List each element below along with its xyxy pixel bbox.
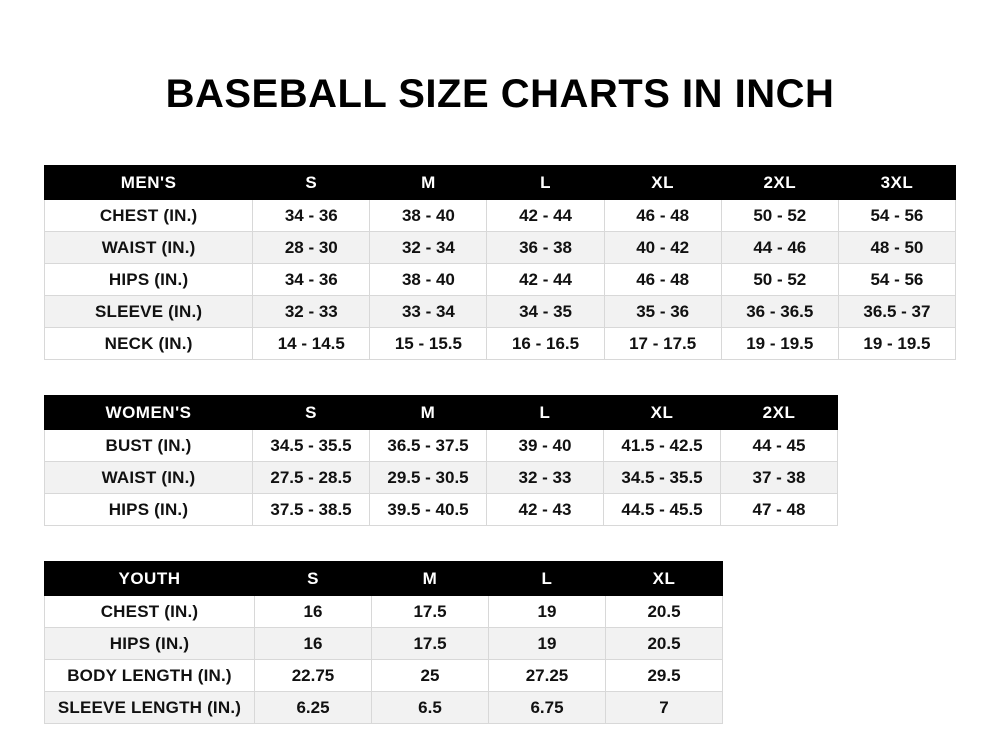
tables-container [0,165,1000,724]
cell: 17.5 [372,596,489,628]
cell: 42 - 44 [487,264,604,296]
womens-header-m: M [370,396,487,430]
mens-table-header [45,166,956,200]
womens-header-2xl: 2XL [721,396,838,430]
row-label: BODY LENGTH (IN.) [45,660,255,692]
cell: 19 - 19.5 [721,328,838,360]
cell: 20.5 [606,596,723,628]
row-label: HIPS (IN.) [45,628,255,660]
cell: 6.75 [489,692,606,724]
table-row [45,660,723,692]
womens-table-header [45,396,838,430]
cell: 42 - 44 [487,200,604,232]
cell: 34.5 - 35.5 [604,462,721,494]
cell: 34.5 - 35.5 [253,430,370,462]
cell: 50 - 52 [721,200,838,232]
row-label: NECK (IN.) [45,328,253,360]
mens-header-2xl: 2XL [721,166,838,200]
cell: 36.5 - 37.5 [370,430,487,462]
cell: 22.75 [255,660,372,692]
cell: 19 [489,628,606,660]
row-label: HIPS (IN.) [45,264,253,296]
cell: 41.5 - 42.5 [604,430,721,462]
cell: 34 - 36 [253,200,370,232]
cell: 19 [489,596,606,628]
youth-header-category: YOUTH [45,562,255,596]
cell: 32 - 33 [487,462,604,494]
table-row [45,628,723,660]
womens-header-l: L [487,396,604,430]
table-row [45,494,838,526]
cell: 36 - 36.5 [721,296,838,328]
table-header-row [45,166,956,200]
cell: 39.5 - 40.5 [370,494,487,526]
table-row [45,232,956,264]
table-row [45,462,838,494]
cell: 39 - 40 [487,430,604,462]
cell: 6.25 [255,692,372,724]
cell: 17.5 [372,628,489,660]
mens-size-table [44,165,956,360]
cell: 14 - 14.5 [253,328,370,360]
cell: 16 - 16.5 [487,328,604,360]
cell: 40 - 42 [604,232,721,264]
mens-header-s: S [253,166,370,200]
cell: 48 - 50 [838,232,955,264]
mens-header-m: M [370,166,487,200]
cell: 32 - 34 [370,232,487,264]
mens-header-category: MEN'S [45,166,253,200]
cell: 16 [255,596,372,628]
cell: 19 - 19.5 [838,328,955,360]
cell: 34 - 36 [253,264,370,296]
row-label: WAIST (IN.) [45,232,253,264]
cell: 16 [255,628,372,660]
cell: 25 [372,660,489,692]
cell: 37.5 - 38.5 [253,494,370,526]
mens-table-body [45,200,956,360]
cell: 29.5 - 30.5 [370,462,487,494]
mens-header-l: L [487,166,604,200]
youth-header-m: M [372,562,489,596]
row-label: CHEST (IN.) [45,200,253,232]
table-row [45,692,723,724]
youth-header-l: L [489,562,606,596]
youth-table-header [45,562,723,596]
cell: 46 - 48 [604,264,721,296]
youth-size-table [44,561,723,724]
cell: 28 - 30 [253,232,370,264]
cell: 20.5 [606,628,723,660]
mens-header-xl: XL [604,166,721,200]
cell: 38 - 40 [370,200,487,232]
womens-size-table [44,395,838,526]
cell: 46 - 48 [604,200,721,232]
youth-header-s: S [255,562,372,596]
page-title: BASEBALL SIZE CHARTS IN INCH [165,72,835,116]
youth-table-body [45,596,723,724]
cell: 44 - 45 [721,430,838,462]
womens-header-xl: XL [604,396,721,430]
table-row [45,596,723,628]
cell: 32 - 33 [253,296,370,328]
cell: 44.5 - 45.5 [604,494,721,526]
cell: 36.5 - 37 [838,296,955,328]
row-label: HIPS (IN.) [45,494,253,526]
table-row [45,200,956,232]
cell: 33 - 34 [370,296,487,328]
cell: 54 - 56 [838,200,955,232]
cell: 15 - 15.5 [370,328,487,360]
cell: 27.25 [489,660,606,692]
cell: 44 - 46 [721,232,838,264]
cell: 36 - 38 [487,232,604,264]
row-label: SLEEVE LENGTH (IN.) [45,692,255,724]
cell: 37 - 38 [721,462,838,494]
cell: 6.5 [372,692,489,724]
cell: 17 - 17.5 [604,328,721,360]
cell: 7 [606,692,723,724]
row-label: CHEST (IN.) [45,596,255,628]
womens-header-s: S [253,396,370,430]
cell: 35 - 36 [604,296,721,328]
cell: 27.5 - 28.5 [253,462,370,494]
mens-header-3xl: 3XL [838,166,955,200]
row-label: SLEEVE (IN.) [45,296,253,328]
cell: 50 - 52 [721,264,838,296]
table-row [45,264,956,296]
row-label: WAIST (IN.) [45,462,253,494]
womens-header-category: WOMEN'S [45,396,253,430]
cell: 47 - 48 [721,494,838,526]
youth-header-xl: XL [606,562,723,596]
cell: 38 - 40 [370,264,487,296]
cell: 29.5 [606,660,723,692]
table-row [45,296,956,328]
cell: 42 - 43 [487,494,604,526]
row-label: BUST (IN.) [45,430,253,462]
cell: 34 - 35 [487,296,604,328]
table-header-row [45,562,723,596]
table-row [45,328,956,360]
womens-table-body [45,430,838,526]
table-header-row [45,396,838,430]
cell: 54 - 56 [838,264,955,296]
table-row [45,430,838,462]
